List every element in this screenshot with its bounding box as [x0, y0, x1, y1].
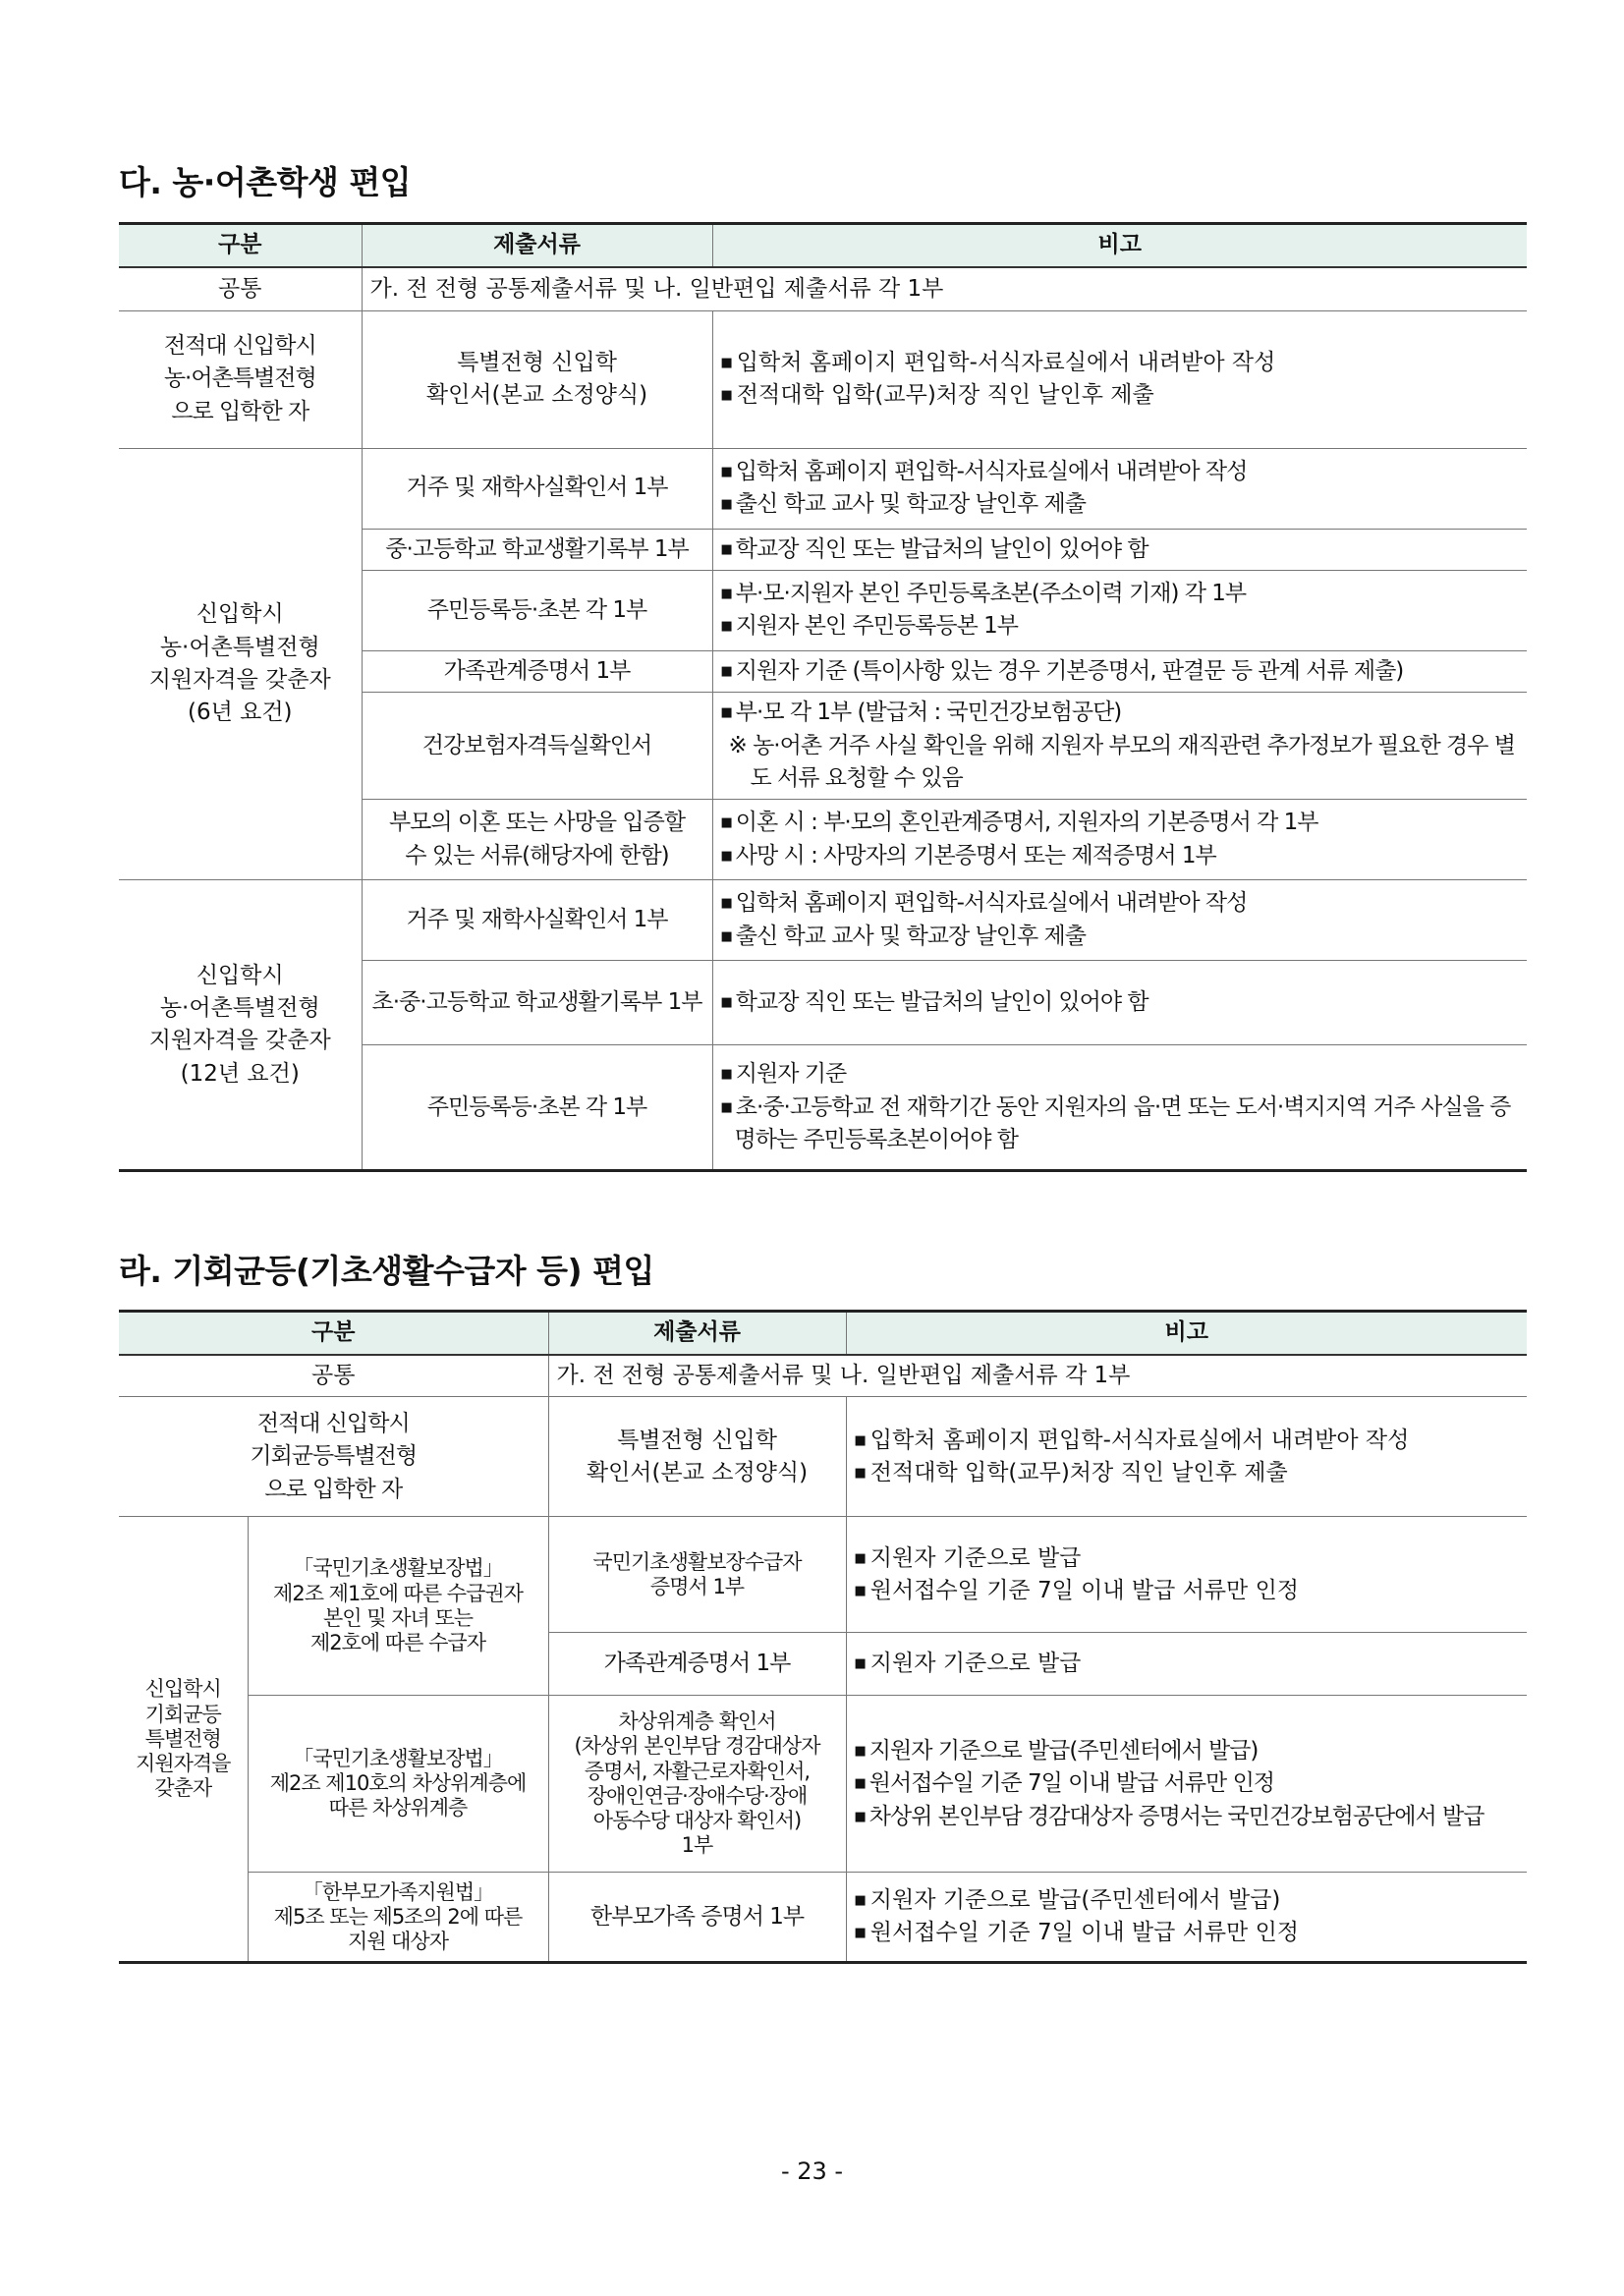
document-cell: 거주 및 재학사실확인서 1부 — [362, 448, 712, 529]
document-cell: 한부모가족 증명서 1부 — [548, 1873, 846, 1963]
document-cell: 특별전형 신입학 확인서(본교 소정양식) — [548, 1397, 846, 1517]
table-row — [119, 448, 1527, 529]
table-row — [119, 1397, 1527, 1517]
common-docs-cell: 가. 전 전형 공통제출서류 및 나. 일반편입 제출서류 각 1부 — [362, 267, 1527, 310]
page-number: - 23 - — [780, 2157, 844, 2185]
header-remarks: 비고 — [846, 1312, 1527, 1356]
remarks-cell: ■ 학교장 직인 또는 발급처의 날인이 있어야 함 — [712, 529, 1527, 570]
remarks-cell: ■ 입학처 홈페이지 편입학-서식자료실에서 내려받아 작성 ■ 출신 학교 교사 및 학교장 날인후 제출 — [712, 448, 1527, 529]
document-cell: 주민등록등·초본 각 1부 — [362, 1045, 712, 1171]
document-cell: 가족관계증명서 1부 — [362, 650, 712, 692]
table-row — [119, 880, 1527, 961]
document-cell: 부모의 이혼 또는 사망을 입증할 수 있는 서류(해당자에 한함) — [362, 800, 712, 880]
equal-opportunity-table — [119, 1310, 1527, 1964]
remarks-cell: ■ 이혼 시 : 부·모의 혼인관계증명서, 지원자의 기본증명서 각 1부 ■ 사망 시 : 사망자의 기본증명서 또는 제적증명서 1부 — [712, 800, 1527, 880]
category-cell: 신입학시 기회균등 특별전형 지원자격을 갖춘자 — [119, 1517, 248, 1963]
table-row-common — [119, 1355, 1527, 1397]
remarks-cell: ■ 지원자 기준 (특이사항 있는 경우 기본증명서, 판결문 등 관계 서류 제출) — [712, 650, 1527, 692]
table-header-row — [119, 224, 1527, 268]
category-cell: 전적대 신입학시 농·어촌특별전형 으로 입학한 자 — [119, 310, 362, 448]
remarks-cell: ■ 지원자 기준으로 발급 — [846, 1633, 1527, 1696]
remarks-cell: ■ 입학처 홈페이지 편입학-서식자료실에서 내려받아 작성 ■ 출신 학교 교사 및 학교장 날인후 제출 — [712, 880, 1527, 961]
header-remarks: 비고 — [712, 224, 1527, 268]
remarks-cell: ■ 부·모·지원자 본인 주민등록초본(주소이력 기재) 각 1부 ■ 지원자 본인 주민등록등본 1부 — [712, 570, 1527, 650]
remarks-cell: ■ 부·모 각 1부 (발급처 : 국민건강보험공단) ※ 농·어촌 거주 사실 확인을 위해 지원자 부모의 재직관련 추가정보가 필요한 경우 별도 서류 요청할 수 있음 — [712, 693, 1527, 800]
document-cell: 차상위계층 확인서 (차상위 본인부담 경감대상자 증명서, 자활근로자확인서, 장애인연금·장애수당·장애 아동수당 대상자 확인서) 1부 — [548, 1696, 846, 1873]
remarks-cell: ■ 입학처 홈페이지 편입학-서식자료실에서 내려받아 작성 ■ 전적대학 입학(교무)처장 직인 날인후 제출 — [846, 1397, 1527, 1517]
table-row — [119, 310, 1527, 448]
section-title-equal-opportunity: 라. 기회균등(기초생활수급자 등) 편입 — [119, 1252, 654, 1290]
subcategory-cell: 「국민기초생활보장법」 제2조 제10호의 차상위계층에 따른 차상위계층 — [248, 1696, 548, 1873]
document-cell: 주민등록등·초본 각 1부 — [362, 570, 712, 650]
document-cell: 특별전형 신입학 확인서(본교 소정양식) — [362, 310, 712, 448]
remarks-cell: ■ 지원자 기준으로 발급 ■ 원서접수일 기준 7일 이내 발급 서류만 인정 — [846, 1517, 1527, 1633]
document-cell: 초·중·고등학교 학교생활기록부 1부 — [362, 961, 712, 1045]
category-cell: 공통 — [119, 1355, 548, 1397]
common-docs-cell: 가. 전 전형 공통제출서류 및 나. 일반편입 제출서류 각 1부 — [548, 1355, 1527, 1397]
rural-transfer-table — [119, 222, 1527, 1172]
document-cell: 국민기초생활보장수급자 증명서 1부 — [548, 1517, 846, 1633]
category-cell: 신입학시 농·어촌특별전형 지원자격을 갖춘자 (6년 요건) — [119, 448, 362, 880]
document-cell: 건강보험자격득실확인서 — [362, 693, 712, 800]
table-row — [119, 1696, 1527, 1873]
category-cell: 신입학시 농·어촌특별전형 지원자격을 갖춘자 (12년 요건) — [119, 880, 362, 1171]
subcategory-cell: 「한부모가족지원법」 제5조 또는 제5조의 2에 따른 지원 대상자 — [248, 1873, 548, 1963]
remarks-cell: ■ 지원자 기준으로 발급(주민센터에서 발급) ■ 원서접수일 기준 7일 이내 발급 서류만 인정 ■ 차상위 본인부담 경감대상자 증명서는 국민건강보험공단에서 발급 — [846, 1696, 1527, 1873]
header-documents: 제출서류 — [362, 224, 712, 268]
remarks-cell: ■ 지원자 기준으로 발급(주민센터에서 발급) ■ 원서접수일 기준 7일 이내 발급 서류만 인정 — [846, 1873, 1527, 1963]
table-header-row — [119, 1312, 1527, 1356]
table-row — [119, 1517, 1527, 1633]
category-cell: 공통 — [119, 267, 362, 310]
remarks-cell: ■ 입학처 홈페이지 편입학-서식자료실에서 내려받아 작성 ■ 전적대학 입학(교무)처장 직인 날인후 제출 — [712, 310, 1527, 448]
remarks-cell: ■ 학교장 직인 또는 발급처의 날인이 있어야 함 — [712, 961, 1527, 1045]
document-cell: 가족관계증명서 1부 — [548, 1633, 846, 1696]
table-row — [119, 1873, 1527, 1963]
header-category: 구분 — [119, 224, 362, 268]
document-cell: 중·고등학교 학교생활기록부 1부 — [362, 529, 712, 570]
header-documents: 제출서류 — [548, 1312, 846, 1356]
category-cell: 전적대 신입학시 기회균등특별전형 으로 입학한 자 — [119, 1397, 548, 1517]
table-row-common — [119, 267, 1527, 310]
remarks-cell: ■ 지원자 기준 ■ 초·중·고등학교 전 재학기간 동안 지원자의 읍·면 또는 도서·벽지지역 거주 사실을 증명하는 주민등록초본이어야 함 — [712, 1045, 1527, 1171]
header-category: 구분 — [119, 1312, 548, 1356]
section-title-rural: 다. 농·어촌학생 편입 — [119, 163, 412, 201]
document-cell: 거주 및 재학사실확인서 1부 — [362, 880, 712, 961]
subcategory-cell: 「국민기초생활보장법」 제2조 제1호에 따른 수급권자 본인 및 자녀 또는 제2호에 따른 수급자 — [248, 1517, 548, 1696]
